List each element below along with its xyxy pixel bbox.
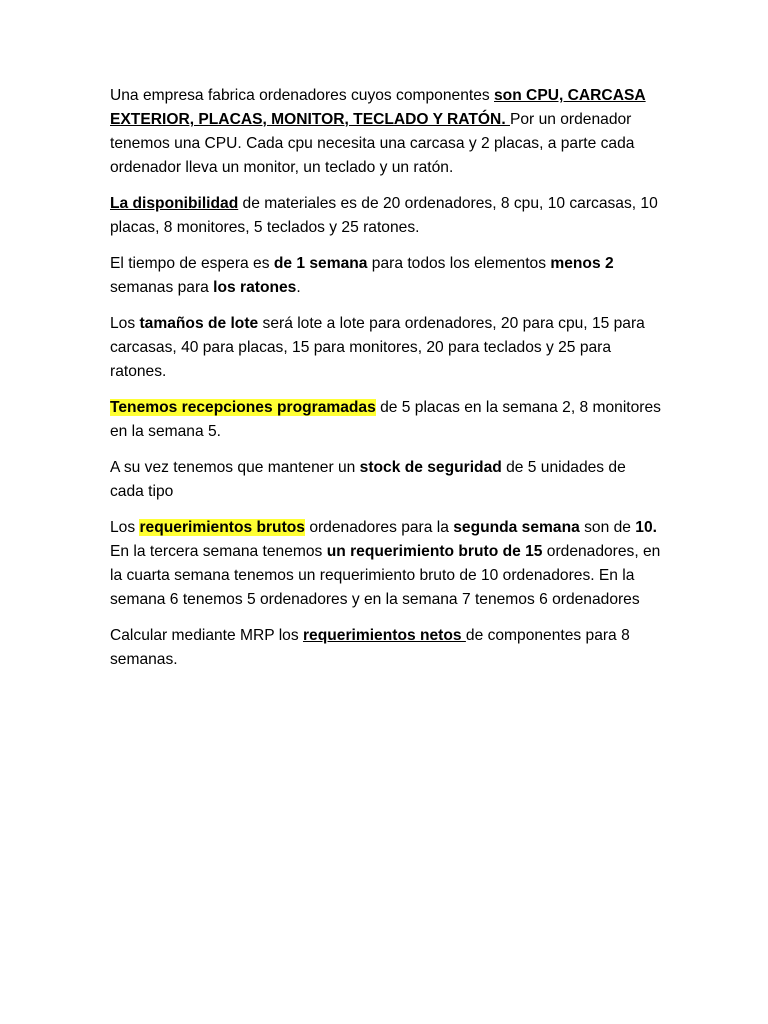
- text-run: Por un ordenador tenemos una CPU. Cada cpu necesita una carcasa y 2 placas, a parte cada ordenador lleva un monitor, un teclado y un ratón.: [110, 111, 635, 176]
- text-run: de 5 unidades de cada tipo: [110, 459, 626, 500]
- text-run: ordenadores para la: [304, 519, 454, 536]
- text-run: Los: [110, 315, 140, 332]
- text-run: de componentes para 8 semanas.: [110, 627, 630, 668]
- text-run: ordenadores, en la cuarta semana tenemos un requerimiento bruto de 10 ordenadores. En la semana 6 tenemos 5 ordenadores y en la semana 7 tenemos 6 ordenadores: [110, 543, 661, 608]
- paragraph-availability: [110, 192, 662, 240]
- text-run-bold: un requerimiento bruto de 15: [326, 543, 543, 560]
- text-run: semanas para: [110, 279, 214, 296]
- text-run-bold: 10.: [635, 519, 657, 536]
- text-run: son de: [579, 519, 636, 536]
- paragraph-safety-stock: [110, 456, 662, 504]
- text-run-bold: segunda semana: [453, 519, 580, 536]
- text-run-highlighted: requerimientos brutos: [139, 519, 305, 536]
- text-run-highlighted: Tenemos recepciones programadas: [110, 399, 376, 416]
- text-run-bold: los ratones: [213, 279, 297, 296]
- text-run-availability-heading: La disponibilidad: [110, 195, 239, 212]
- paragraph-task: [110, 624, 662, 672]
- text-run: para todos los elementos: [367, 255, 551, 272]
- text-run: Una empresa fabrica ordenadores cuyos componentes: [110, 87, 494, 104]
- paragraph-gross-requirements: [110, 516, 662, 612]
- paragraph-components: [110, 84, 662, 180]
- text-run: El tiempo de espera es: [110, 255, 274, 272]
- text-run-bold: de 1 semana: [273, 255, 368, 272]
- text-run: será lote a lote para ordenadores, 20 para cpu, 15 para carcasas, 40 para placas, 15 para monitores, 20 para teclados y 25 para ratones.: [110, 315, 645, 380]
- text-run: de 5 placas en la semana 2, 8 monitores en la semana 5.: [110, 399, 661, 440]
- text-run: A su vez tenemos que mantener un: [110, 459, 360, 476]
- text-run-net-requirements: requerimientos netos: [302, 627, 466, 644]
- paragraph-lot-sizes: [110, 312, 662, 384]
- text-run-bold: tamaños de lote: [139, 315, 259, 332]
- paragraph-lead-time: [110, 252, 662, 300]
- text-run: En la tercera semana tenemos: [110, 543, 327, 560]
- text-run: de materiales es de 20 ordenadores, 8 cpu, 10 carcasas, 10 placas, 8 monitores, 5 teclados y 25 ratones.: [110, 195, 658, 236]
- text-run: Calcular mediante MRP los: [110, 627, 303, 644]
- text-run-components-list: son CPU, CARCASA EXTERIOR, PLACAS, MONITOR, TECLADO Y RATÓN.: [110, 87, 646, 128]
- text-run-bold: menos 2: [550, 255, 614, 272]
- document-body: [110, 84, 662, 684]
- paragraph-scheduled-receipts: [110, 396, 662, 444]
- text-run: Los: [110, 519, 140, 536]
- text-run-bold: stock de seguridad: [359, 459, 502, 476]
- text-run: .: [296, 279, 301, 296]
